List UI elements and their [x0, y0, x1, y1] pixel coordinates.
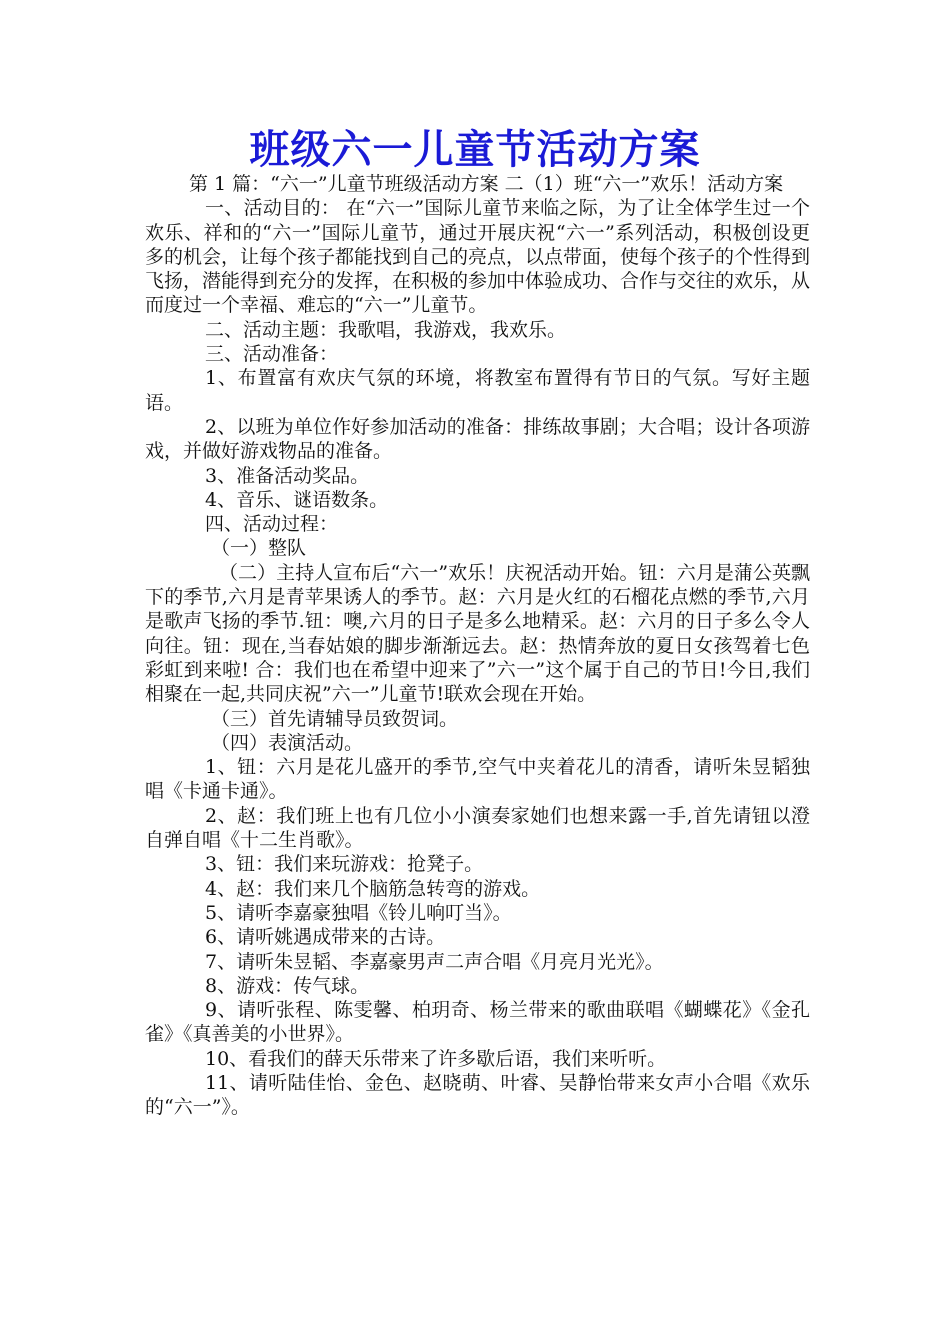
- paragraph-step-4: （四）表演活动。: [211, 731, 364, 754]
- paragraph-show-4: 4、赵：我们来几个脑筋急转弯的游戏。: [205, 877, 541, 900]
- paragraph-show-9: 9、请听张程、陈雯馨、柏玥奇、杨兰带来的歌曲联唱《蝴蝶花》《金孔雀》《真善美的小世界》。: [145, 999, 810, 1046]
- paragraph-show-10: 10、看我们的薛天乐带来了许多歇后语，我们来听听。: [205, 1047, 667, 1070]
- paragraph-show-2: 2、赵：我们班上也有几位小小演奏家她们也想来露一手,首先请钮以澄自弹自唱《十二生肖歌》。: [145, 804, 810, 852]
- paragraph-step-1: （一）整队: [211, 537, 307, 560]
- paragraph-show-5: 5、请听李嘉豪独唱《铃儿响叮当》。: [205, 901, 512, 924]
- paragraph-show-11: 11、请听陆佳怡、金色、赵晓萌、叶睿、吴静怡带来女声小合唱《欢乐的“六一”》。: [145, 1071, 810, 1119]
- paragraph-show-3: 3、钮：我们来玩游戏：抢凳子。: [205, 853, 484, 876]
- paragraph-preparation: 三、活动准备：: [205, 343, 339, 366]
- paragraph-intro: 第 1 篇：“六一”儿童节班级活动方案 二（1）班“六一”欢乐！活动方案: [189, 173, 784, 195]
- paragraph-prep-4: 4、音乐、谜语数条。: [205, 488, 389, 511]
- paragraph-step-3: （三）首先请辅导员致贺词。: [211, 707, 459, 730]
- paragraph-purpose: 一、活动目的： 在“六一”国际儿童节来临之际，为了让全体学生过一个欢乐、祥和的“六一”国际儿童节，通过开展庆祝“六一”系列活动，积极创设更多的机会，让每个孩子都能找到自己的亮点，以点带面，使每个孩子的个性得到飞扬，潜能得到充分的发挥，在积极的参加中体验成功、合作与交往的欢乐，从而度过一个幸福、难忘的“六一”儿童节。: [145, 197, 811, 317]
- paragraph-show-1: 1、钮：六月是花儿盛开的季节,空气中夹着花儿的清香，请听朱昱韬独唱《卡通卡通》。: [145, 756, 810, 803]
- paragraph-show-6: 6、请听姚遇成带来的古诗。: [205, 926, 446, 949]
- paragraph-prep-3: 3、准备活动奖品。: [205, 464, 370, 487]
- paragraph-prep-2: 2、以班为单位作好参加活动的准备：排练故事剧；大合唱；设计各项游戏，并做好游戏物品的准备。: [145, 415, 810, 463]
- paragraph-prep-1: 1、布置富有欢庆气氛的环境，将教室布置得有节日的气氛。写好主题语。: [145, 367, 810, 414]
- paragraph-step-2: （二）主持人宣布后“六一”欢乐！庆祝活动开始。钮：六月是蒲公英飘下的季节,六月是青苹果诱人的季节。赵：六月是火红的石榴花点燃的季节,六月是歌声飞扬的季节.钮：噢,六月的日子是多么地精采。赵：六月的日子多么令人向往。钮：现在,当春姑娘的脚步渐渐远去。赵：热情奔放的夏日女孩驾着七色彩虹到来啦! 合：我们也在希望中迎来了”六一”这个属于自己的节日!今日,我们相聚在一起,共同庆祝”六一”儿童节!联欢会现在开始。: [145, 561, 810, 706]
- paragraph-process: 四、活动过程：: [205, 513, 339, 536]
- paragraph-show-8: 8、游戏：传气球。: [205, 974, 370, 997]
- paragraph-theme: 二、活动主题：我歌唱，我游戏，我欢乐。: [205, 318, 567, 341]
- paragraph-show-7: 7、请听朱昱韬、李嘉豪男声二声合唱《月亮月光光》。: [205, 950, 664, 973]
- document-title: 班级六一儿童节活动方案: [249, 127, 701, 173]
- document-body: [145, 172, 810, 1120]
